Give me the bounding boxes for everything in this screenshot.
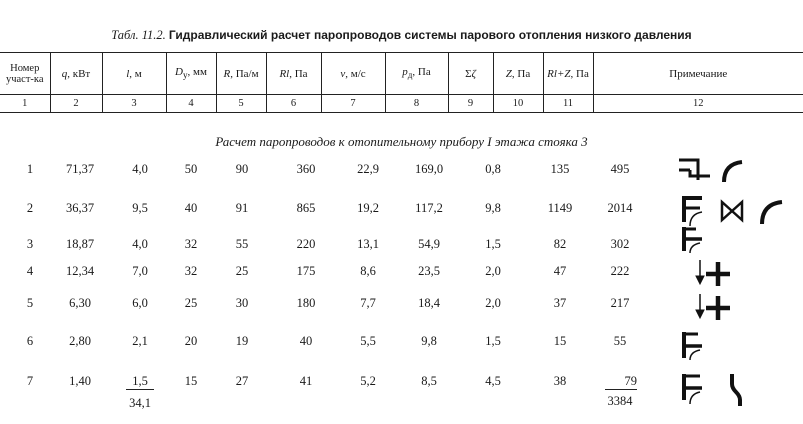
- header-rl: [266, 53, 321, 95]
- header-r-unit: , Па/м: [230, 67, 259, 80]
- cell-sum: 79: [605, 374, 637, 390]
- cell-d: 40: [184, 201, 198, 215]
- cell-sum: 217: [610, 296, 630, 310]
- note-symbols-row-5: [692, 290, 742, 324]
- cell-z: 1149: [547, 201, 573, 215]
- tee-branch-icon: [684, 227, 702, 253]
- bend-elbow-icon: [724, 162, 742, 182]
- table-header: [0, 52, 803, 113]
- header-num-10: 10: [493, 95, 543, 113]
- cell-d: 32: [184, 264, 198, 278]
- cell-q: 18,87: [65, 237, 95, 251]
- header-rl-sym: Rl: [279, 67, 290, 80]
- caption-label: Табл. 11.2.: [111, 28, 166, 42]
- header-p: [385, 53, 448, 95]
- cell-n: 6: [26, 334, 34, 348]
- cell-rl: 865: [296, 201, 316, 215]
- header-d-sub: у: [182, 70, 188, 81]
- cell-rl: 220: [296, 237, 316, 251]
- header-sum: [543, 53, 593, 95]
- cell-p: 169,0: [414, 162, 444, 176]
- cell-sum: 302: [610, 237, 630, 251]
- tee-branch-icon: [684, 374, 702, 404]
- header-z-unit: , Па: [511, 67, 531, 80]
- header-num-12: 12: [593, 95, 803, 113]
- cell-sum: 222: [610, 264, 630, 278]
- header-d-unit: , мм: [187, 66, 207, 79]
- cell-z: 135: [550, 162, 570, 176]
- tee-branch-icon: [684, 196, 702, 226]
- header-num-5: 5: [216, 95, 266, 113]
- table-row: [0, 296, 803, 316]
- header-row-numbers: [0, 95, 803, 113]
- header-r-sym: R: [223, 67, 231, 80]
- section-subtitle: Расчет паропроводов к отопительному прибору I этажа стояка 3: [215, 134, 588, 149]
- cell-q: 1,40: [69, 374, 91, 388]
- cell-p: 8,5: [421, 374, 437, 388]
- cell-v: 19,2: [357, 201, 379, 215]
- header-sigma-zeta: ζ: [471, 67, 476, 80]
- cell-l: 1,5: [126, 374, 154, 390]
- cell-d: 50: [184, 162, 198, 176]
- caption-title: Гидравлический расчет паропроводов системы парового отопления низкого давления: [168, 28, 692, 42]
- header-z: [493, 53, 543, 95]
- cell-d: 20: [184, 334, 198, 348]
- header-p-sub: д: [407, 70, 413, 81]
- header-sigma-sym: Σ: [465, 67, 472, 80]
- cell-sum: 55: [613, 334, 627, 348]
- cell-rl: 41: [299, 374, 313, 388]
- cell-zeta: 2,0: [485, 264, 501, 278]
- cell-l: 4,0: [132, 162, 148, 176]
- cell-p: 117,2: [415, 201, 443, 215]
- header-v-sym: v: [340, 67, 346, 80]
- table-row: [0, 264, 803, 284]
- valve-icon: [722, 202, 742, 220]
- header-p-unit: , Па: [412, 66, 431, 79]
- header-sum-unit: , Па: [570, 67, 589, 80]
- header-q-unit: , кВт: [67, 67, 91, 80]
- note-symbols-row-3: [676, 225, 716, 255]
- tee-branch-icon: [684, 332, 702, 360]
- note-symbols-row-1: [676, 150, 761, 190]
- cell-rl: 360: [296, 162, 316, 176]
- header-num-1: 1: [0, 95, 50, 113]
- header-r: [216, 53, 266, 95]
- down-arrow-icon: [696, 294, 704, 318]
- cell-d: 15: [184, 374, 198, 388]
- header-number: [0, 53, 50, 95]
- cell-l: 7,0: [132, 264, 148, 278]
- header-q: [50, 53, 102, 95]
- down-arrow-icon: [696, 260, 704, 284]
- cell-v: 5,2: [360, 374, 376, 388]
- total-sum: 3384: [607, 394, 633, 408]
- header-number-label: Номер участ-ка: [5, 62, 44, 85]
- header-sigma: [448, 53, 493, 95]
- cell-z: 37: [553, 296, 567, 310]
- header-num-4: 4: [166, 95, 216, 113]
- header-q-sym: q: [61, 67, 68, 80]
- header-d: [166, 53, 216, 95]
- cell-l: 9,5: [132, 201, 148, 215]
- cell-v: 22,9: [357, 162, 379, 176]
- cell-p: 18,4: [418, 296, 440, 310]
- cell-z: 15: [553, 334, 567, 348]
- header-num-2: 2: [50, 95, 102, 113]
- cell-n: 3: [26, 237, 34, 251]
- cell-z: 38: [553, 374, 567, 388]
- cell-q: 2,80: [69, 334, 91, 348]
- header-v-unit: , м/с: [345, 67, 366, 80]
- cell-v: 8,6: [360, 264, 376, 278]
- header-num-11: 11: [543, 95, 593, 113]
- cell-q: 71,37: [65, 162, 95, 176]
- header-note: [593, 53, 803, 95]
- cell-n: 5: [26, 296, 34, 310]
- cell-z: 47: [553, 264, 567, 278]
- cell-p: 23,5: [418, 264, 440, 278]
- cell-n: 4: [26, 264, 34, 278]
- header-num-3: 3: [102, 95, 166, 113]
- cell-r: 19: [235, 334, 249, 348]
- header-p-sym: p: [402, 66, 408, 79]
- header-z-sym: Z: [505, 67, 512, 80]
- cell-n: 7: [26, 374, 34, 388]
- cell-q: 36,37: [65, 201, 95, 215]
- cell-r: 91: [235, 201, 249, 215]
- cell-v: 7,7: [360, 296, 376, 310]
- header-num-8: 8: [385, 95, 448, 113]
- cell-r: 55: [235, 237, 249, 251]
- header-l-unit: , м: [129, 67, 142, 80]
- cell-sum: 2014: [607, 201, 633, 215]
- cell-l: 6,0: [132, 296, 148, 310]
- cell-r: 30: [235, 296, 249, 310]
- total-length: 34,1: [129, 396, 151, 410]
- cell-zeta: 4,5: [485, 374, 501, 388]
- cell-zeta: 1,5: [485, 237, 501, 251]
- cell-zeta: 2,0: [485, 296, 501, 310]
- cell-q: 12,34: [65, 264, 95, 278]
- cross-fitting-icon: [706, 296, 730, 320]
- tee-junction-icon: [679, 160, 710, 180]
- cell-zeta: 1,5: [485, 334, 501, 348]
- offset-bend-icon: [732, 374, 740, 406]
- cell-v: 13,1: [357, 237, 379, 251]
- cell-q: 6,30: [69, 296, 91, 310]
- cell-l: 4,0: [132, 237, 148, 251]
- bend-elbow-icon: [762, 202, 782, 224]
- cell-sum: 495: [610, 162, 630, 176]
- cell-zeta: 0,8: [485, 162, 501, 176]
- header-rl-unit: , Па: [289, 67, 308, 80]
- header-l-sym: l: [126, 67, 130, 80]
- cell-n: 1: [26, 162, 34, 176]
- header-row-titles: [0, 53, 803, 95]
- cell-rl: 180: [296, 296, 316, 310]
- header-sum-sym: Rl+Z: [547, 67, 571, 80]
- note-symbols-row-4: [692, 256, 742, 290]
- cell-p: 54,9: [418, 237, 440, 251]
- header-l: [102, 53, 166, 95]
- cell-d: 25: [184, 296, 198, 310]
- header-v: [321, 53, 385, 95]
- cell-d: 32: [184, 237, 198, 251]
- note-symbols-row-7: [676, 370, 756, 410]
- cell-v: 5,5: [360, 334, 376, 348]
- cell-l: 2,1: [132, 334, 148, 348]
- table-caption: [0, 28, 803, 43]
- header-num-6: 6: [266, 95, 321, 113]
- header-d-sym: D: [175, 66, 183, 79]
- cell-r: 25: [235, 264, 249, 278]
- cell-r: 90: [235, 162, 249, 176]
- header-note-label: Примечание: [669, 67, 728, 80]
- cell-n: 2: [26, 201, 34, 215]
- cross-fitting-icon: [706, 262, 730, 286]
- cell-p: 9,8: [421, 334, 437, 348]
- header-num-7: 7: [321, 95, 385, 113]
- cell-rl: 40: [299, 334, 313, 348]
- cell-r: 27: [235, 374, 249, 388]
- cell-rl: 175: [296, 264, 316, 278]
- header-num-9: 9: [448, 95, 493, 113]
- note-symbols-row-6: [676, 330, 716, 364]
- cell-z: 82: [553, 237, 567, 251]
- cell-zeta: 9,8: [485, 201, 501, 215]
